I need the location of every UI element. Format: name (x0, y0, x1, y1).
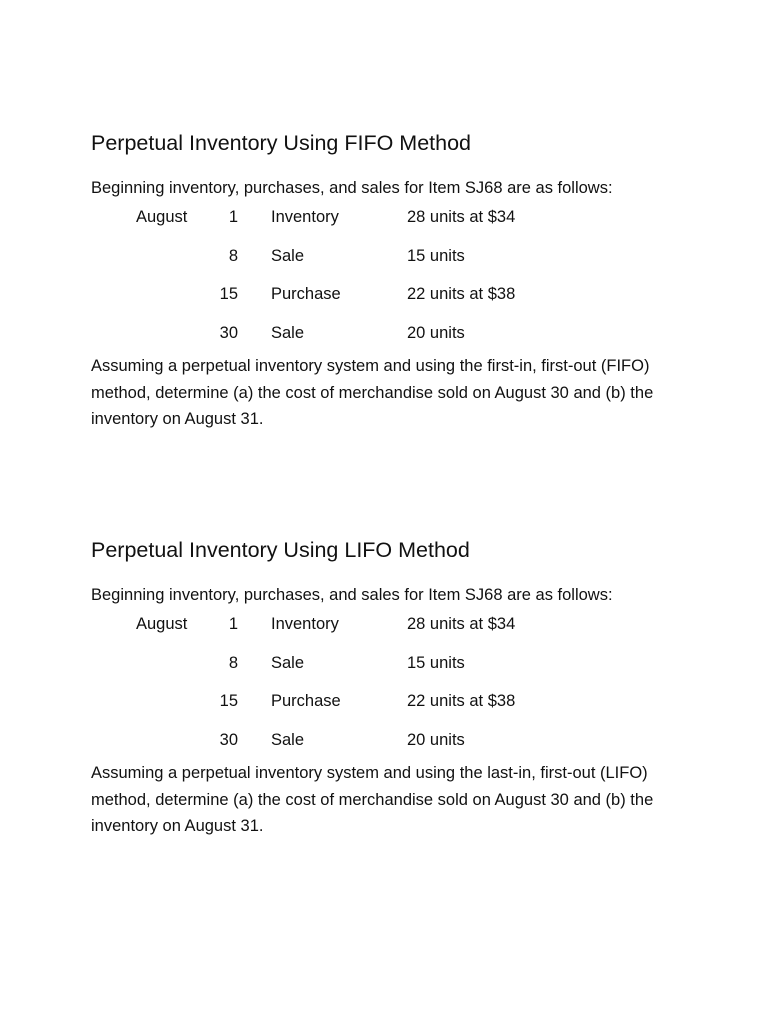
table-row (91, 609, 651, 648)
table-row (91, 648, 651, 687)
table-row (91, 202, 651, 241)
row-detail: 15 units (407, 246, 465, 265)
lifo-section (91, 535, 731, 840)
row-detail: 28 units at $34 (407, 208, 516, 226)
row-type: Inventory (271, 208, 339, 226)
table-row (91, 241, 651, 280)
row-month: August (136, 615, 188, 633)
lifo-heading: Perpetual Inventory Using LIFO Method (91, 538, 470, 562)
row-day: 30 (219, 323, 238, 342)
row-month: August (136, 208, 188, 226)
row-type: Sale (271, 653, 305, 672)
fifo-question: Assuming a perpetual inventory system and using the first-in, first-out (FIFO) method, determine (a) the cost of merchandise sold on August 30 and (b) the inventory on August 31. (91, 357, 654, 428)
lifo-intro: Beginning inventory, purchases, and sales for Item SJ68 are as follows: (91, 586, 613, 604)
row-detail: 22 units at $38 (407, 692, 516, 710)
row-detail: 20 units (407, 730, 465, 749)
row-type: Inventory (271, 615, 339, 633)
row-type: Sale (271, 323, 305, 342)
row-detail: 28 units at $34 (407, 615, 516, 633)
table-row (91, 686, 651, 725)
row-day: 30 (219, 730, 238, 749)
row-day: 1 (228, 208, 238, 226)
row-type: Purchase (271, 285, 341, 303)
fifo-section (91, 128, 731, 433)
row-day: 1 (228, 615, 238, 633)
table-row (91, 318, 651, 357)
row-type: Purchase (271, 692, 341, 710)
row-detail: 15 units (407, 653, 465, 672)
row-type: Sale (271, 246, 305, 265)
row-day: 15 (219, 692, 238, 710)
fifo-transactions-table (91, 202, 651, 356)
row-type: Sale (271, 730, 305, 749)
lifo-transactions-table (91, 609, 651, 763)
fifo-heading: Perpetual Inventory Using FIFO Method (91, 131, 472, 155)
row-day: 8 (228, 246, 238, 265)
row-detail: 20 units (407, 323, 465, 342)
fifo-intro: Beginning inventory, purchases, and sales for Item SJ68 are as follows: (91, 179, 613, 197)
row-day: 8 (228, 653, 238, 672)
table-row (91, 279, 651, 318)
table-row (91, 725, 651, 764)
row-detail: 22 units at $38 (407, 285, 516, 303)
row-day: 15 (219, 285, 238, 303)
lifo-question: Assuming a perpetual inventory system and using the last-in, first-out (LIFO) method, determine (a) the cost of merchandise sold on August 30 and (b) the inventory on August 31. (91, 764, 654, 835)
